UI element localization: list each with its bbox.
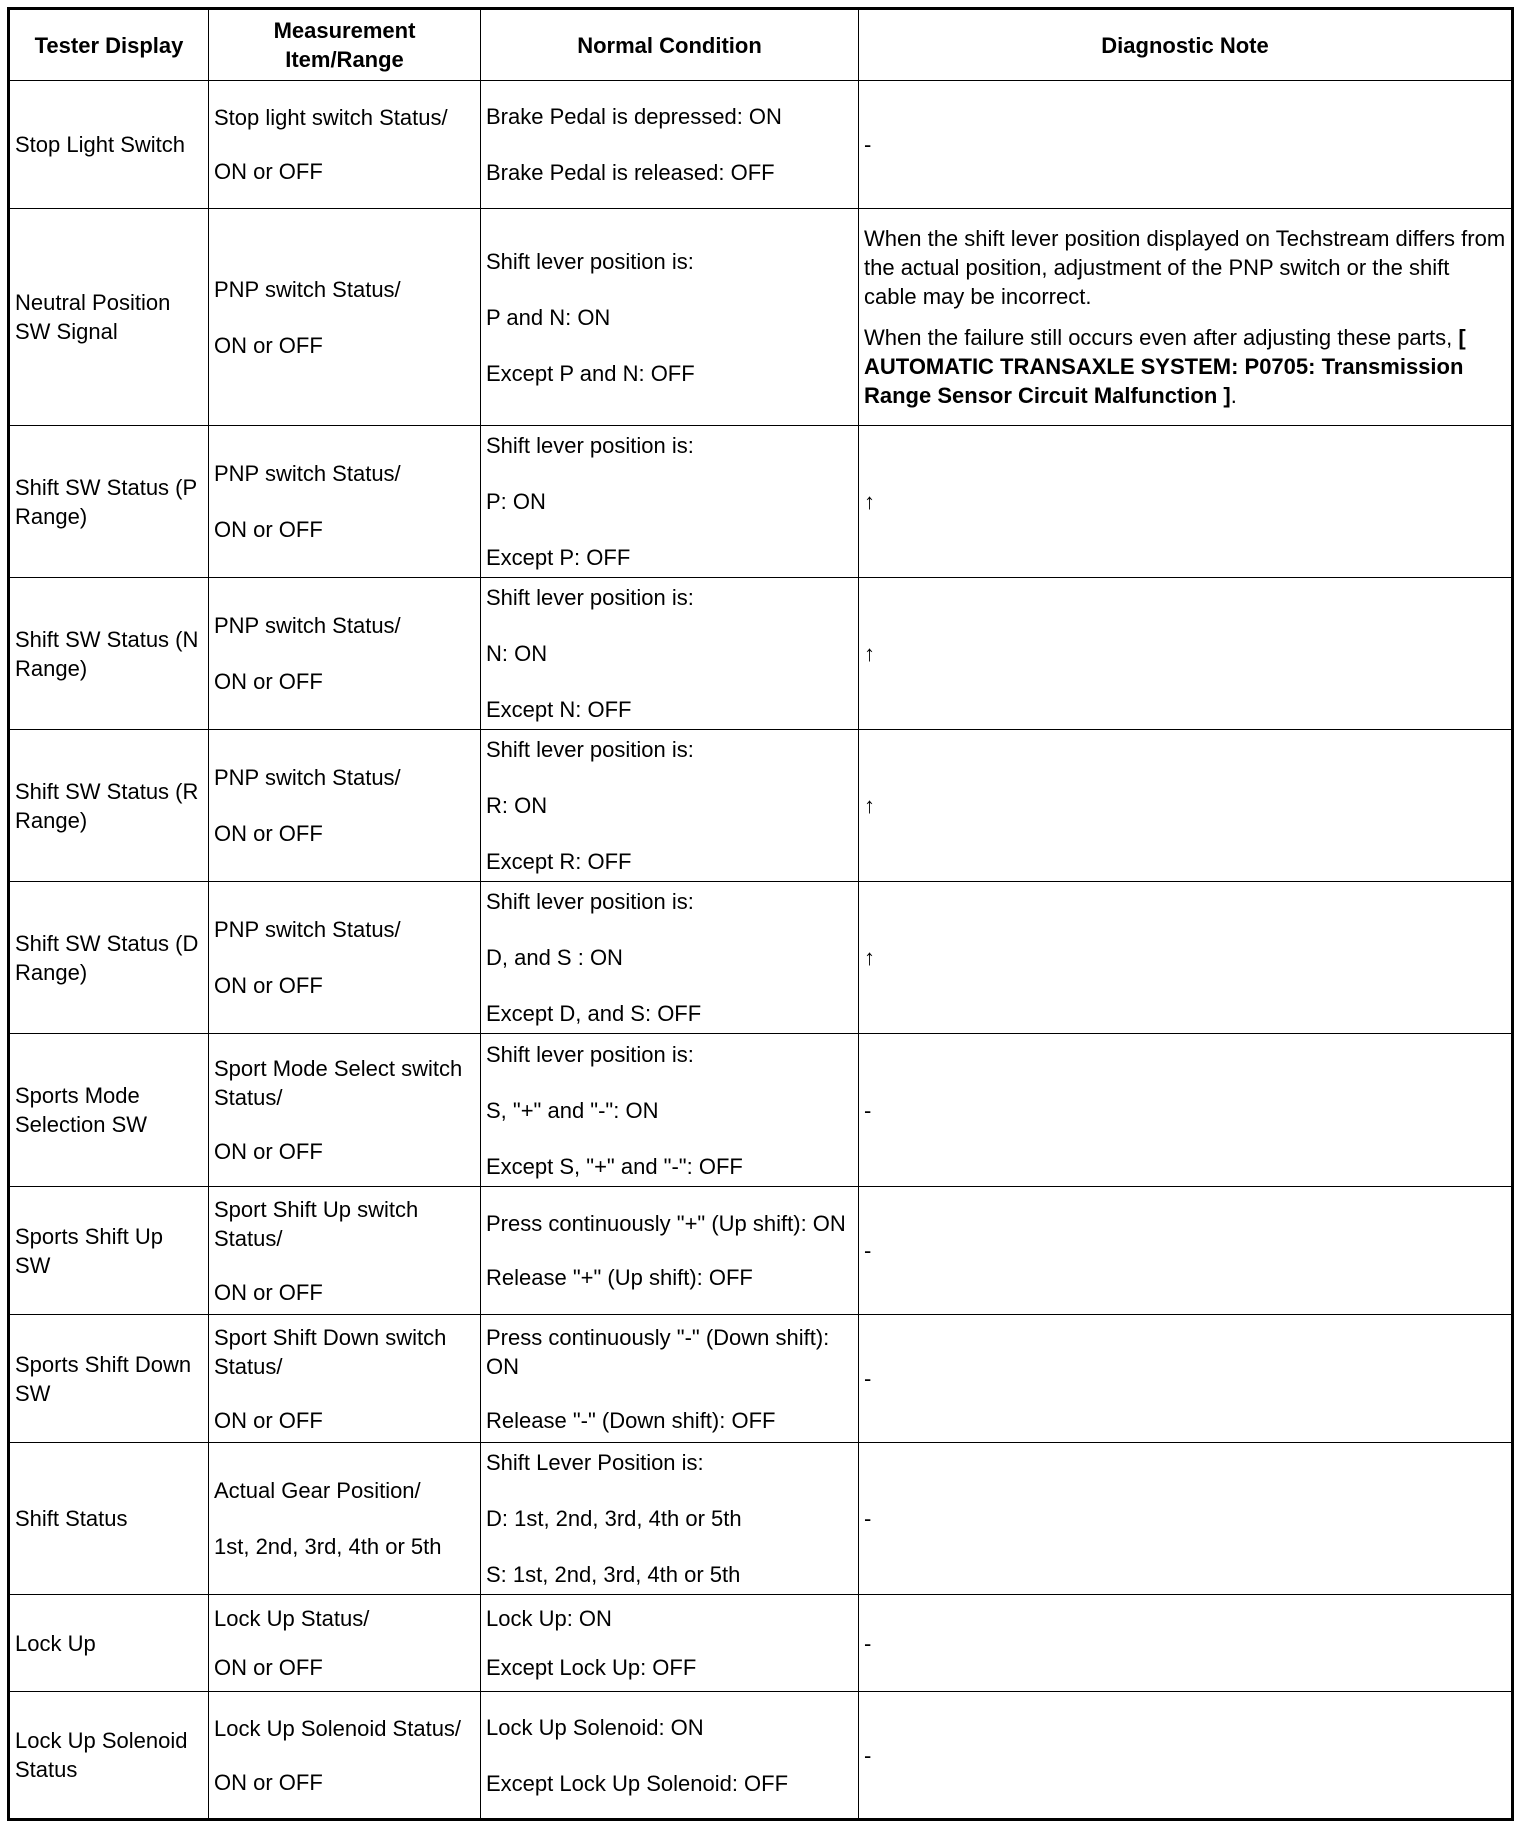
condition-line: Except P: OFF bbox=[486, 545, 631, 570]
dtc-reference-link[interactable]: [ AUTOMATIC TRANSAXLE SYSTEM: P0705: Transmission Range Sensor Circuit Malfunction ] bbox=[864, 325, 1466, 408]
measure-range: 1st, 2nd, 3rd, 4th or 5th bbox=[214, 1534, 442, 1559]
condition-line: N: ON bbox=[486, 641, 548, 666]
measure-item: Actual Gear Position/ bbox=[214, 1478, 421, 1503]
condition-line: Brake Pedal is released: OFF bbox=[486, 160, 775, 185]
condition-line: Lock Up: ON bbox=[486, 1606, 612, 1631]
normal-condition-cell bbox=[481, 426, 859, 578]
condition-line: Press continuously "+" (Up shift): ON bbox=[486, 1211, 846, 1236]
measurement-cell bbox=[209, 81, 481, 209]
diagnostic-note-cell: - bbox=[859, 1315, 1513, 1443]
tester-display-cell: Sports Mode Selection SW bbox=[9, 1034, 209, 1187]
normal-condition-cell bbox=[481, 882, 859, 1034]
table-row bbox=[9, 426, 1513, 578]
tester-display-cell: Shift Status bbox=[9, 1443, 209, 1595]
diagnostic-note-cell: - bbox=[859, 1692, 1513, 1820]
measurement-cell bbox=[209, 209, 481, 426]
measure-range: ON or OFF bbox=[214, 1139, 323, 1164]
condition-line: S: 1st, 2nd, 3rd, 4th or 5th bbox=[486, 1562, 741, 1587]
measure-item: PNP switch Status/ bbox=[214, 461, 401, 486]
header-row bbox=[9, 9, 1513, 81]
measurement-cell bbox=[209, 1187, 481, 1315]
condition-line: Brake Pedal is depressed: ON bbox=[486, 104, 782, 129]
measurement-cell bbox=[209, 578, 481, 730]
measurement-cell bbox=[209, 426, 481, 578]
table-row bbox=[9, 81, 1513, 209]
table-row bbox=[9, 1443, 1513, 1595]
note-paragraph bbox=[864, 323, 1506, 410]
header-diagnostic-note: Diagnostic Note bbox=[859, 9, 1513, 81]
tester-display-cell: Shift SW Status (P Range) bbox=[9, 426, 209, 578]
tester-display-cell: Sports Shift Up SW bbox=[9, 1187, 209, 1315]
header-measurement: Measurement Item/Range bbox=[209, 9, 481, 81]
condition-line: Shift lever position is: bbox=[486, 433, 694, 458]
measure-item: Sport Mode Select switch Status/ bbox=[214, 1056, 463, 1110]
tester-display-cell: Shift SW Status (D Range) bbox=[9, 882, 209, 1034]
data-list-sheet bbox=[7, 7, 1511, 1817]
condition-line: Except D, and S: OFF bbox=[486, 1001, 702, 1026]
measure-item: Sport Shift Up switch Status/ bbox=[214, 1196, 419, 1251]
normal-condition-cell bbox=[481, 1187, 859, 1315]
measure-item: PNP switch Status/ bbox=[214, 917, 401, 942]
table-row bbox=[9, 1187, 1513, 1315]
measure-item: PNP switch Status/ bbox=[214, 613, 401, 638]
note-paragraph: When the shift lever position displayed on Techstream differs from the actual position, adjustment of the PNP switch or the shift cable may be incorrect. bbox=[864, 226, 1506, 309]
condition-line: Except Lock Up: OFF bbox=[486, 1655, 697, 1680]
measure-range: ON or OFF bbox=[214, 517, 323, 542]
measurement-cell bbox=[209, 1315, 481, 1443]
measure-item: Lock Up Solenoid Status/ bbox=[214, 1715, 462, 1741]
table-row bbox=[9, 1595, 1513, 1692]
condition-line: D, and S : ON bbox=[486, 945, 623, 970]
diagnostic-note-cell: ↑ bbox=[859, 426, 1513, 578]
condition-line: Shift lever position is: bbox=[486, 585, 694, 610]
diagnostic-note-cell: ↑ bbox=[859, 882, 1513, 1034]
diagnostic-note-cell: ↑ bbox=[859, 730, 1513, 882]
table-row bbox=[9, 578, 1513, 730]
measure-item: Stop light switch Status/ bbox=[214, 105, 448, 130]
measure-item: PNP switch Status/ bbox=[214, 765, 401, 790]
condition-line: Except N: OFF bbox=[486, 697, 632, 722]
condition-line: D: 1st, 2nd, 3rd, 4th or 5th bbox=[486, 1506, 742, 1531]
normal-condition-cell bbox=[481, 81, 859, 209]
header-tester-display: Tester Display bbox=[9, 9, 209, 81]
table-row bbox=[9, 1315, 1513, 1443]
measure-range: ON or OFF bbox=[214, 973, 323, 998]
header-normal-condition: Normal Condition bbox=[481, 9, 859, 81]
diagnostic-note-cell: ↑ bbox=[859, 578, 1513, 730]
table-row bbox=[9, 1034, 1513, 1187]
normal-condition-cell bbox=[481, 730, 859, 882]
condition-line: Shift lever position is: bbox=[486, 889, 694, 914]
condition-line: Press continuously "-" (Down shift): ON bbox=[486, 1324, 830, 1379]
condition-line: Except R: OFF bbox=[486, 849, 632, 874]
normal-condition-cell bbox=[481, 1443, 859, 1595]
normal-condition-cell bbox=[481, 1315, 859, 1443]
condition-line: Release "+" (Up shift): OFF bbox=[486, 1265, 753, 1290]
measurement-cell bbox=[209, 1595, 481, 1692]
normal-condition-cell bbox=[481, 1595, 859, 1692]
measurement-cell bbox=[209, 1443, 481, 1595]
tester-display-cell: Sports Shift Down SW bbox=[9, 1315, 209, 1443]
condition-line: R: ON bbox=[486, 793, 548, 818]
tester-display-cell: Shift SW Status (N Range) bbox=[9, 578, 209, 730]
diagnostic-note-cell: - bbox=[859, 1187, 1513, 1315]
data-list-table bbox=[7, 7, 1514, 1821]
measure-item: PNP switch Status/ bbox=[214, 276, 401, 302]
condition-line: Except Lock Up Solenoid: OFF bbox=[486, 1770, 789, 1796]
tester-display-cell: Shift SW Status (R Range) bbox=[9, 730, 209, 882]
measure-range: ON or OFF bbox=[214, 1655, 323, 1680]
measure-item: Sport Shift Down switch Status/ bbox=[214, 1324, 447, 1379]
measure-range: ON or OFF bbox=[214, 1407, 323, 1433]
measure-range: ON or OFF bbox=[214, 159, 323, 184]
condition-line: P and N: ON bbox=[486, 304, 611, 330]
measure-range: ON or OFF bbox=[214, 1769, 323, 1795]
note-text: . bbox=[1230, 383, 1237, 408]
table-row bbox=[9, 730, 1513, 882]
measure-range: ON or OFF bbox=[214, 1279, 323, 1305]
tester-display-cell: Neutral Position SW Signal bbox=[9, 209, 209, 426]
table-row bbox=[9, 209, 1513, 426]
diagnostic-note-cell bbox=[859, 209, 1513, 426]
condition-line: Lock Up Solenoid: ON bbox=[486, 1714, 704, 1740]
measurement-cell bbox=[209, 1692, 481, 1820]
table-row bbox=[9, 1692, 1513, 1820]
normal-condition-cell bbox=[481, 1034, 859, 1187]
condition-line: Release "-" (Down shift): OFF bbox=[486, 1407, 776, 1433]
tester-display-cell: Stop Light Switch bbox=[9, 81, 209, 209]
measurement-cell bbox=[209, 1034, 481, 1187]
normal-condition-cell bbox=[481, 1692, 859, 1820]
condition-line: P: ON bbox=[486, 489, 546, 514]
measurement-cell bbox=[209, 730, 481, 882]
normal-condition-cell bbox=[481, 578, 859, 730]
normal-condition-cell bbox=[481, 209, 859, 426]
measure-range: ON or OFF bbox=[214, 821, 323, 846]
tester-display-cell: Lock Up Solenoid Status bbox=[9, 1692, 209, 1820]
measure-range: ON or OFF bbox=[214, 332, 323, 358]
diagnostic-note-cell: - bbox=[859, 1443, 1513, 1595]
condition-line: Shift lever position is: bbox=[486, 248, 694, 274]
diagnostic-note-cell: - bbox=[859, 1034, 1513, 1187]
condition-line: S, "+" and "-": ON bbox=[486, 1097, 659, 1123]
diagnostic-note-cell: - bbox=[859, 1595, 1513, 1692]
measure-range: ON or OFF bbox=[214, 669, 323, 694]
note-text: When the failure still occurs even after adjusting these parts, bbox=[864, 325, 1453, 350]
tester-display-cell: Lock Up bbox=[9, 1595, 209, 1692]
measure-item: Lock Up Status/ bbox=[214, 1606, 370, 1631]
condition-line: Shift lever position is: bbox=[486, 1041, 694, 1067]
condition-line: Shift Lever Position is: bbox=[486, 1450, 704, 1475]
diagnostic-note-cell: - bbox=[859, 81, 1513, 209]
table-row bbox=[9, 882, 1513, 1034]
condition-line: Except S, "+" and "-": OFF bbox=[486, 1153, 743, 1179]
condition-line: Except P and N: OFF bbox=[486, 360, 695, 386]
measurement-cell bbox=[209, 882, 481, 1034]
condition-line: Shift lever position is: bbox=[486, 737, 694, 762]
